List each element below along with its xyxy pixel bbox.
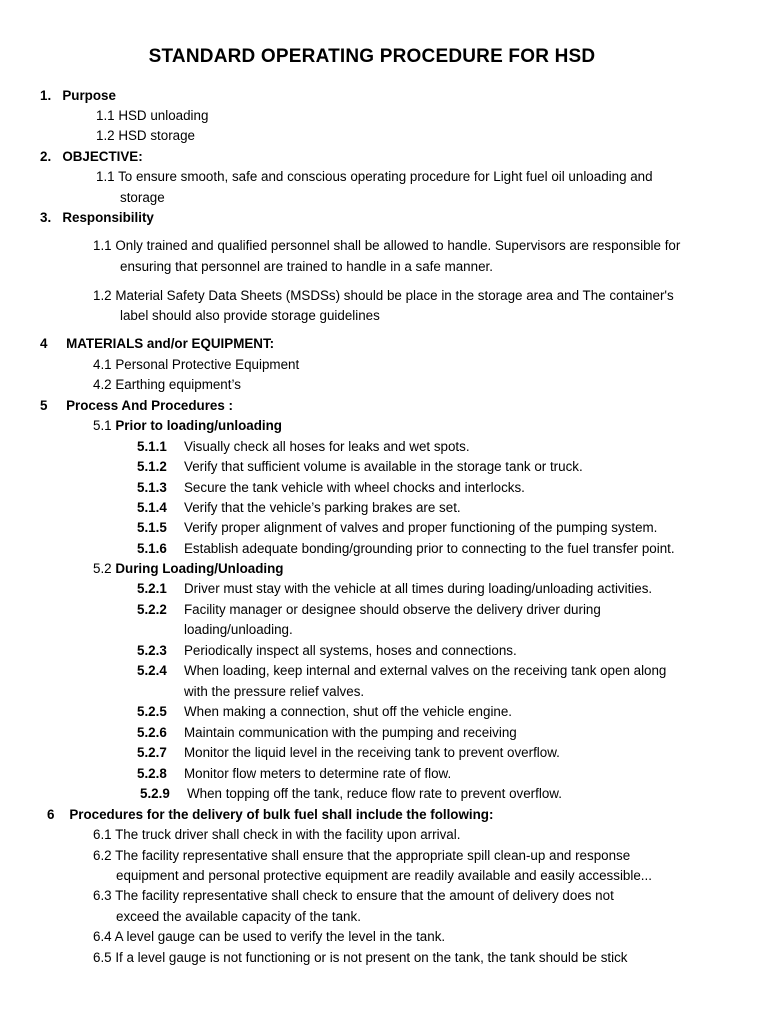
step-number: 5.2.6 [137,725,167,740]
step-text-continuation: with the pressure relief valves. [184,684,365,699]
subsection-number: 5.1 [93,418,112,433]
list-item: 1.2 Material Safety Data Sheets (MSDSs) should be place in the storage area and The container's [93,288,674,303]
subsection-title: Prior to loading/unloading [115,418,282,433]
step-text: Verify proper alignment of valves and proper functioning of the pumping system. [184,520,658,535]
step-number: 5.2.4 [137,663,167,678]
section-number: 5 [40,398,48,413]
list-item-continuation: storage [120,190,165,205]
list-item: 6.4 A level gauge can be used to verify the level in the tank. [93,929,446,944]
page-title: STANDARD OPERATING PROCEDURE FOR HSD [148,46,596,67]
step-item [137,766,451,782]
section-6-heading [47,807,493,823]
section-2-heading [40,149,143,165]
step-text: When topping off the tank, reduce flow rate to prevent overflow. [187,786,562,801]
step-item [137,704,512,720]
list-item: 1.1 To ensure smooth, safe and conscious operating procedure for Light fuel oil unloading and [96,169,653,184]
list-item-continuation: equipment and personal protective equipment are readily available and easily accessible... [116,868,652,883]
list-item: 1.2 HSD storage [96,128,195,143]
section-title: Procedures for the delivery of bulk fuel shall include the following: [69,807,494,822]
step-text: Establish adequate bonding/grounding prior to connecting to the fuel transfer point. [184,541,675,556]
step-number: 5.2.1 [137,581,167,596]
step-number: 5.1.4 [137,500,167,515]
step-item [137,745,560,761]
step-text-continuation: loading/unloading. [184,622,293,637]
step-item [137,581,652,597]
section-number: 6 [47,807,55,822]
step-number: 5.1.3 [137,480,167,495]
step-item [137,520,657,536]
section-number: 4 [40,336,48,351]
step-text: Driver must stay with the vehicle at all times during loading/unloading activities. [184,581,653,596]
step-item [137,480,525,496]
section-3-heading [40,210,154,226]
section-title: MATERIALS and/or EQUIPMENT: [66,336,275,351]
step-item [137,602,601,618]
step-text: Periodically inspect all systems, hoses and connections. [184,643,517,658]
step-number: 5.1.6 [137,541,167,556]
step-number: 5.2.9 [140,786,170,801]
section-number: 3. [40,210,52,225]
step-text: When making a connection, shut off the vehicle engine. [184,704,513,719]
section-title: Purpose [62,88,116,103]
step-number: 5.2.8 [137,766,167,781]
section-title: OBJECTIVE: [62,149,143,164]
subsection-5-1-heading [93,418,282,434]
list-item: 4.1 Personal Protective Equipment [93,357,300,372]
step-item [137,500,461,516]
list-item: 6.2 The facility representative shall ensure that the appropriate spill clean-up and response [93,848,631,863]
section-1-heading [40,88,116,104]
list-item: 6.1 The truck driver shall check in with the facility upon arrival. [93,827,461,842]
step-number: 5.2.5 [137,704,167,719]
list-item-continuation: ensuring that personnel are trained to handle in a safe manner. [120,259,493,274]
step-text: Maintain communication with the pumping and receiving [184,725,517,740]
step-item [137,725,517,741]
step-item [137,663,666,679]
section-number: 1. [40,88,52,103]
step-number: 5.1.2 [137,459,167,474]
step-number: 5.1.1 [137,439,167,454]
list-item: 6.5 If a level gauge is not functioning or is not present on the tank, the tank should be stick [93,950,628,965]
list-item-continuation: label should also provide storage guidelines [120,308,380,323]
step-number: 5.2.2 [137,602,167,617]
step-text: Facility manager or designee should observe the delivery driver during [184,602,601,617]
step-text: Visually check all hoses for leaks and wet spots. [184,439,470,454]
step-item [137,439,470,455]
list-item-continuation: exceed the available capacity of the tank. [116,909,361,924]
subsection-number: 5.2 [93,561,112,576]
list-item: 1.1 HSD unloading [96,108,209,123]
step-item [140,786,562,802]
subsection-title: During Loading/Unloading [115,561,284,576]
step-text: Monitor flow meters to determine rate of flow. [184,766,452,781]
list-item: 4.2 Earthing equipment’s [93,377,241,392]
step-text: Secure the tank vehicle with wheel chocks and interlocks. [184,480,525,495]
step-text: Verify that the vehicle’s parking brakes are set. [184,500,461,515]
step-number: 5.2.7 [137,745,167,760]
section-4-heading [40,336,274,352]
step-text: Monitor the liquid level in the receiving tank to prevent overflow. [184,745,560,760]
list-item: 6.3 The facility representative shall check to ensure that the amount of delivery does not [93,888,614,903]
section-5-heading [40,398,233,414]
section-title: Responsibility [62,210,154,225]
section-number: 2. [40,149,52,164]
step-item [137,541,675,557]
step-text: When loading, keep internal and external valves on the receiving tank open along [184,663,667,678]
step-number: 5.1.5 [137,520,167,535]
list-item: 1.1 Only trained and qualified personnel shall be allowed to handle. Supervisors are responsible for [93,238,681,253]
step-text: Verify that sufficient volume is available in the storage tank or truck. [184,459,583,474]
section-title: Process And Procedures : [66,398,234,413]
step-item [137,459,583,475]
subsection-5-2-heading [93,561,283,577]
step-number: 5.2.3 [137,643,167,658]
step-item [137,643,517,659]
